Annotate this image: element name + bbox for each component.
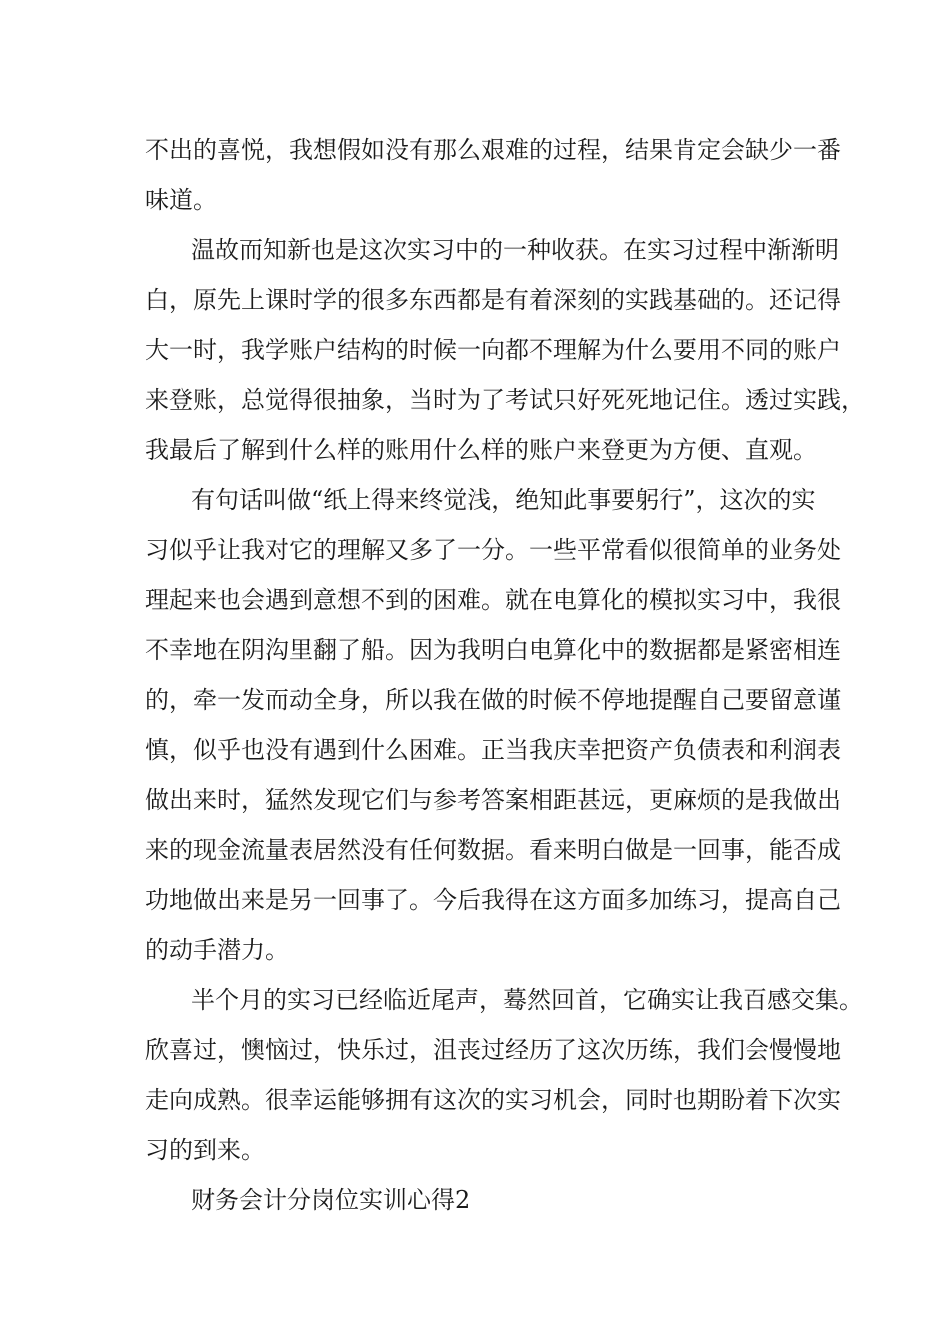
- text-line: 不出的喜悦，我想假如没有那么艰难的过程，结果肯定会缺少一番: [145, 136, 841, 164]
- text-line: 白，原先上课时学的很多东西都是有着深刻的实践基础的。还记得: [145, 286, 841, 314]
- paragraph-start-line: 温故而知新也是这次实习中的一种收获。在实习过程中渐渐明: [191, 236, 839, 264]
- text-line: 走向成熟。很幸运能够拥有这次的实习机会，同时也期盼着下次实: [145, 1086, 841, 1114]
- paragraph-start-line: 半个月的实习已经临近尾声，蓦然回首，它确实让我百感交集。: [191, 986, 863, 1014]
- text-line: 不幸地在阴沟里翻了船。因为我明白电算化中的数据都是紧密相连: [145, 636, 841, 664]
- text-line: 功地做出来是另一回事了。今后我得在这方面多加练习，提高自己: [145, 886, 841, 914]
- text-line: 味道。: [145, 186, 217, 214]
- text-line: 欣喜过，懊恼过，快乐过，沮丧过经历了这次历练，我们会慢慢地: [145, 1036, 841, 1064]
- text-line: 我最后了解到什么样的账用什么样的账户来登更为方便、直观。: [145, 436, 817, 464]
- section-heading: 财务会计分岗位实训心得2: [191, 1186, 471, 1214]
- text-line: 做出来时，猛然发现它们与参考答案相距甚远，更麻烦的是我做出: [145, 786, 841, 814]
- paragraph-start-line: 有句话叫做“纸上得来终觉浅，绝知此事要躬行”，这次的实: [191, 486, 816, 514]
- text-line: 习的到来。: [145, 1136, 265, 1164]
- text-line: 习似乎让我对它的理解又多了一分。一些平常看似很简单的业务处: [145, 536, 841, 564]
- text-line: 大一时，我学账户结构的时候一向都不理解为什么要用不同的账户: [145, 336, 841, 364]
- text-line: 的，牵一发而动全身，所以我在做的时候不停地提醒自己要留意谨: [145, 686, 841, 714]
- text-line: 的动手潜力。: [145, 936, 289, 964]
- text-line: 来登账，总觉得很抽象，当时为了考试只好死死地记住。透过实践，: [145, 386, 865, 414]
- text-line: 慎，似乎也没有遇到什么困难。正当我庆幸把资产负债表和利润表: [145, 736, 841, 764]
- text-line: 来的现金流量表居然没有任何数据。看来明白做是一回事，能否成: [145, 836, 841, 864]
- text-line: 理起来也会遇到意想不到的困难。就在电算化的模拟实习中，我很: [145, 586, 841, 614]
